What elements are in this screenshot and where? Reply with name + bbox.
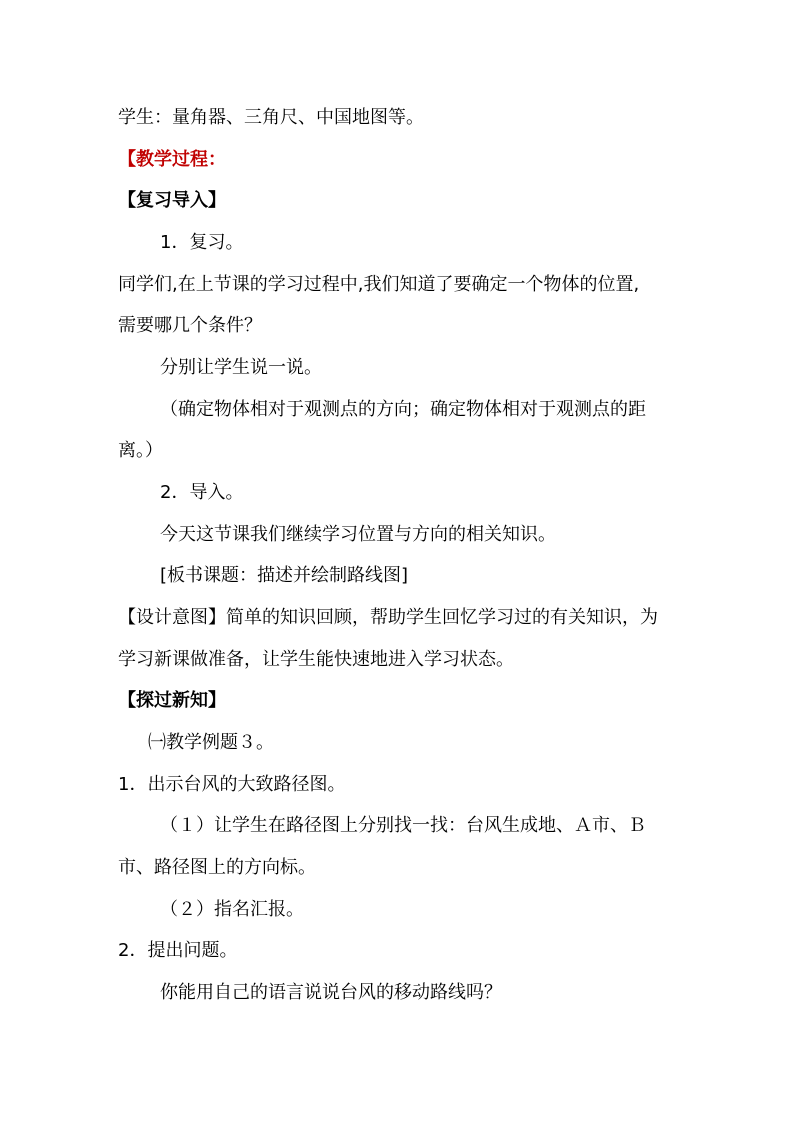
paragraph-answer-2: 离。） xyxy=(118,440,163,461)
paragraph-final-question: 你能用自己的语言说说台风的移动路线吗？ xyxy=(160,982,502,1003)
section-heading-new-knowledge: 【探过新知】 xyxy=(118,690,226,711)
paragraph-board-title: [板书课题：描述并绘制路线图] xyxy=(160,565,409,586)
step-ask: 2．提出问题。 xyxy=(118,940,238,961)
materials-line: 学生：量角器、三角尺、中国地图等。 xyxy=(118,107,424,128)
step-intro: 2．导入。 xyxy=(160,482,244,503)
step-show-map: 1．出示台风的大致路径图。 xyxy=(118,774,346,795)
paragraph-today: 今天这节课我们继续学习位置与方向的相关知识。 xyxy=(160,524,556,545)
paragraph-example: ㈠教学例题３。 xyxy=(148,732,274,753)
paragraph-discuss: 分别让学生说一说。 xyxy=(160,357,322,378)
step-review: 1．复习。 xyxy=(160,232,244,253)
design-intent-1: 【设计意图】简单的知识回顾，帮助学生回忆学习过的有关知识，为 xyxy=(118,607,658,628)
section-heading-teaching-process: 【教学过程： xyxy=(118,149,226,170)
paragraph-question-1: 同学们,在上节课的学习过程中,我们知道了要确定一个物体的位置, xyxy=(118,274,640,295)
paragraph-find-2: 市、路径图上的方向标。 xyxy=(118,857,316,878)
paragraph-question-2: 需要哪几个条件？ xyxy=(118,315,262,336)
paragraph-answer-1: （确定物体相对于观测点的方向；确定物体相对于观测点的距 xyxy=(160,399,646,420)
paragraph-find-1: （１）让学生在路径图上分别找一找：台风生成地、Ａ市、Ｂ xyxy=(160,815,646,836)
paragraph-report: （２）指名汇报。 xyxy=(160,899,304,920)
design-intent-2: 学习新课做准备，让学生能快速地进入学习状态。 xyxy=(118,649,514,670)
section-heading-review: 【复习导入】 xyxy=(118,190,226,211)
